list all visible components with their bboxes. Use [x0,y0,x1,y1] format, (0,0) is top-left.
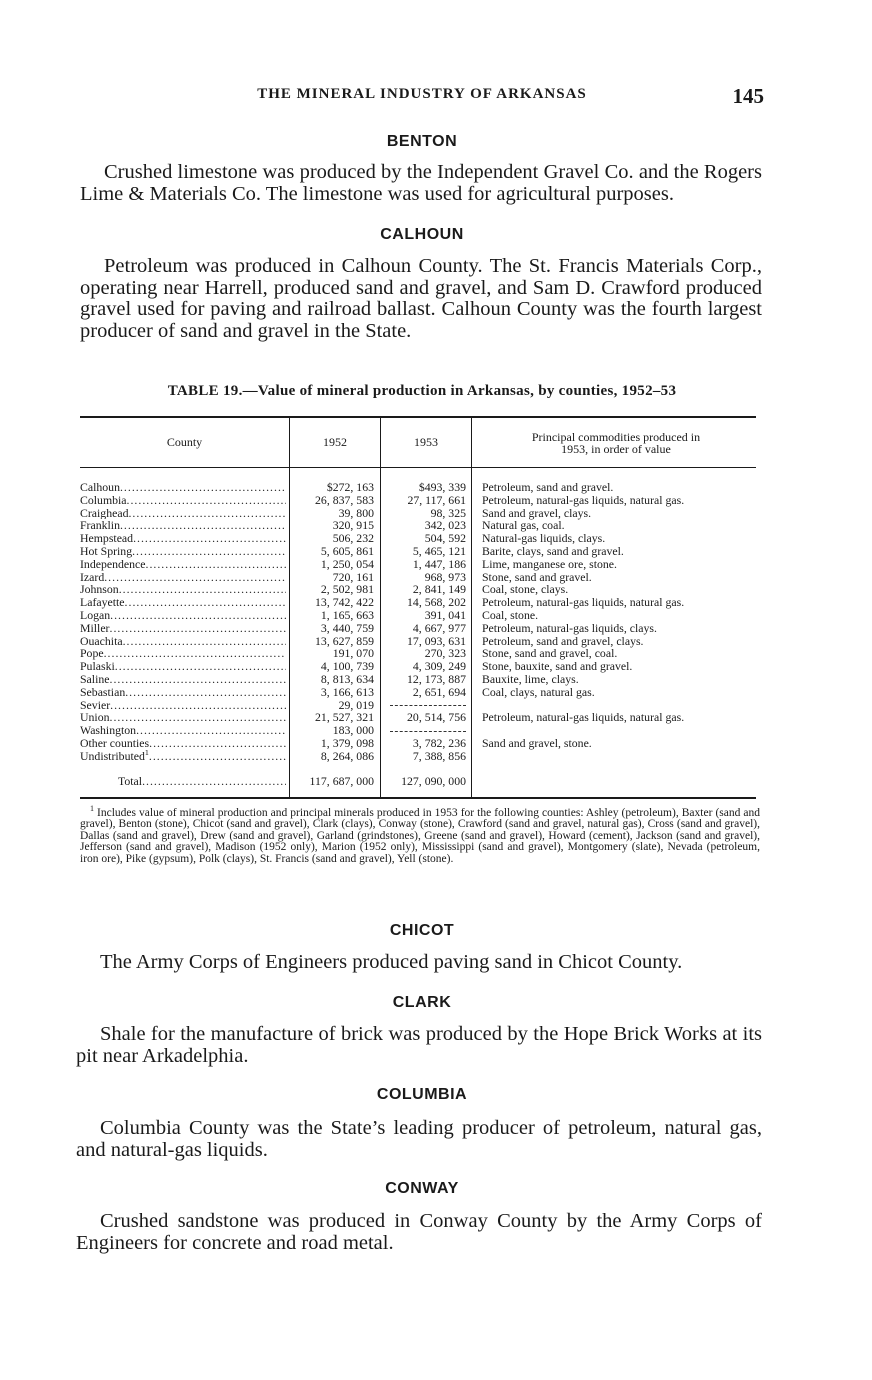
page-number: 145 [732,84,764,108]
cell-1953: $493, 339 [418,480,466,494]
paragraph-clark: Shale for the manufacture of brick was produced by the Hope Brick Works at its pit near Arkadelphia. [76,1023,762,1067]
cell-county: Lafayette ..... [80,596,286,609]
paragraph-conway: Crushed sandstone was produced in Conway County by the Army Corps of Engineers for concrete and road metal. [76,1210,762,1254]
cell-1952: $272, 163 [326,480,374,494]
cell-county: Izard ..... [80,571,286,584]
table-footnote [80,804,760,865]
cell-county: Sevier ..... [80,699,286,712]
cell-1952: 29, 019 [338,697,374,712]
cell-1952: 13, 627, 859 [315,633,374,648]
heading-chicot: CHICOT [389,922,455,939]
cell-commodities: Stone, sand and gravel. [482,569,592,584]
table-row [80,507,760,520]
cell-1952: 5, 605, 861 [320,543,374,558]
cell-total-label: Total ..... [80,775,286,788]
table-row [80,494,760,507]
running-head: THE MINERAL INDUSTRY OF ARKANSAS [257,86,587,102]
cell-county: Columbia ..... [80,494,286,507]
cell-commodities: Petroleum, natural-gas liquids, natural gas. [482,492,685,507]
cell-1952: 183, 000 [332,723,374,738]
cell-commodities: Lime, manganese ore, stone. [482,556,617,571]
cell-commodities: Natural-gas liquids, clays. [482,531,606,546]
table-row [80,545,760,558]
cell-1952: 3, 166, 613 [320,684,374,699]
cell-1953: 14, 568, 202 [407,595,466,610]
table-body [80,481,760,787]
cell-commodities: Coal, clays, natural gas. [482,684,595,699]
table-row [80,686,760,699]
table-row [80,737,760,750]
table-row-total [80,775,760,788]
paragraph-chicot: The Army Corps of Engineers produced paving sand in Chicot County. [100,951,683,973]
table-row [80,635,760,648]
cell-county: Independence ..... [80,558,286,571]
cell-commodities: Barite, clays, sand and gravel. [482,543,624,558]
cell-1952: 39, 800 [338,505,374,520]
cell-1953: 20, 514, 756 [407,710,466,725]
cell-1952: 320, 915 [332,518,374,533]
cell-1953: 17, 093, 631 [407,633,466,648]
heading-clark: CLARK [392,994,452,1011]
cell-1953: 391, 041 [424,607,466,622]
cell-1952: 191, 070 [332,646,374,661]
table-row [80,596,760,609]
cell-county-label: Undistributed [80,749,145,763]
cell-1952: 8, 264, 086 [320,748,374,763]
cell-1953: 270, 323 [424,646,466,661]
cell-1952: 720, 161 [332,569,374,584]
cell-commodities: Coal, stone, clays. [482,582,569,597]
column-header-1952: 1952 [323,435,347,449]
cell-1952: 8, 813, 634 [320,671,374,686]
cell-county: Union ..... [80,711,286,724]
column-header-commodities-line1: Principal commodities produced in [531,430,701,444]
dash-fill [390,731,466,732]
cell-county: Saline ..... [80,673,286,686]
table-row [80,558,760,571]
cell-county: Calhoun ..... [80,481,286,494]
heading-calhoun: CALHOUN [380,226,464,243]
cell-1953: 2, 841, 149 [412,582,466,597]
table-row [80,481,760,494]
cell-commodities: Natural gas, coal. [482,518,565,533]
cell-1952: 26, 837, 583 [315,492,374,507]
cell-1952: 1, 250, 054 [320,556,374,571]
cell-county: Pulaski ..... [80,660,286,673]
cell-1953: 2, 651, 694 [412,684,466,699]
cell-1953: 12, 173, 887 [407,671,466,686]
cell-1953: 4, 667, 977 [412,620,466,635]
cell-commodities: Stone, bauxite, sand and gravel. [482,659,633,674]
table-row [80,711,760,724]
footnote-ref: 1 [144,749,149,757]
cell-1953: 4, 309, 249 [412,659,466,674]
paragraph-benton: Crushed limestone was produced by the Independent Gravel Co. and the Rogers Lime & Materials Co. The limestone was used for agricultural purposes. [80,161,762,205]
cell-county: Hempstead ..... [80,532,286,545]
column-header-1953: 1953 [414,435,438,449]
cell-county: Pope ..... [80,647,286,660]
table-row [80,519,760,532]
table-bottom-rule [80,797,756,799]
heading-conway: CONWAY [385,1180,459,1197]
cell-1952: 13, 742, 422 [315,595,374,610]
cell-1953: 3, 782, 236 [412,735,466,750]
cell-total-1953: 127, 090, 000 [401,773,466,788]
cell-1953: 98, 325 [430,505,466,520]
cell-commodities: Sand and gravel, stone. [482,735,592,750]
cell-1953: 968, 973 [424,569,466,584]
cell-commodities: Coal, stone. [482,607,539,622]
table-row [80,673,760,686]
cell-county: Sebastian ..... [80,686,286,699]
footnote-mark: 1 [90,804,94,814]
cell-1952: 1, 165, 663 [320,607,374,622]
cell-commodities: Sand and gravel, clays. [482,505,592,520]
table-row [80,622,760,635]
cell-county: Franklin ..... [80,519,286,532]
cell-1952: 21, 527, 321 [315,710,374,725]
cell-commodities: Petroleum, sand and gravel, clays. [482,633,644,648]
cell-1953: 7, 388, 856 [412,748,466,763]
paragraph-columbia: Columbia County was the State’s leading producer of petroleum, natural gas, and natural-gas liquids. [76,1117,762,1161]
cell-commodities: Bauxite, lime, clays. [482,671,579,686]
cell-county: Logan ..... [80,609,286,622]
cell-commodities: Stone, sand and gravel, coal. [482,646,618,661]
column-header-commodities [472,431,760,455]
cell-county: Washington ..... [80,724,286,737]
column-header-county: County [166,435,203,449]
cell-commodities: Petroleum, natural-gas liquids, clays. [482,620,657,635]
cell-1952: 1, 379, 098 [320,735,374,750]
cell-1953: 504, 592 [424,531,466,546]
cell-1952: 4, 100, 739 [320,659,374,674]
table-top-rule [80,416,756,418]
cell-1952: 506, 232 [332,531,374,546]
cell-1952: 3, 440, 759 [320,620,374,635]
cell-1953: 342, 023 [424,518,466,533]
heading-benton: BENTON [386,133,458,150]
table-header-rule [80,467,756,468]
cell-county: Other counties ..... [80,737,286,750]
cell-total-1952: 117, 687, 000 [309,773,374,788]
cell-county: Craighead ..... [80,507,286,520]
paragraph-calhoun: Petroleum was produced in Calhoun County. The St. Francis Materials Corp., operating near Harrell, produced sand and gravel, and Sam D. Crawford produced gravel used for paving and railroad ballast. Calhoun County was the fourth largest producer of sand and gravel in the State. [80,255,762,342]
cell-commodities: Petroleum, natural-gas liquids, natural gas. [482,595,685,610]
cell-county: Ouachita ..... [80,635,286,648]
cell-county: Hot Spring ..... [80,545,286,558]
table-row [80,609,760,622]
cell-county [80,750,286,763]
column-header-commodities-line2: 1953, in order of value [561,442,671,456]
cell-commodities: Petroleum, sand and gravel. [482,480,614,494]
cell-commodities: Petroleum, natural-gas liquids, natural gas. [482,710,685,725]
cell-1953: 27, 117, 661 [407,492,466,507]
cell-1952: 2, 502, 981 [320,582,374,597]
heading-columbia: COLUMBIA [376,1086,468,1103]
cell-1953: 5, 465, 121 [412,543,466,558]
table-caption: TABLE 19.—Value of mineral production in Arkansas, by counties, 1952–53 [167,383,677,399]
cell-county: Johnson ..... [80,583,286,596]
footnote-text: Includes value of mineral production and principal minerals produced in 1953 for the following counties: Ashley (petroleum), Baxter (sand and gravel), Benton (stone), Chicot (sand and gravel), Clark (clays), Conway (stone), Crawford (sand and gravel, natural gas), Cross (sand and gravel), Dallas (sand and gravel), Drew (sand and gravel), Garland (grindstones), Greene (sand and gravel), Howard (cement), Jackson (sand and gravel), Jefferson (sand and gravel), Madison (1952 only), Marion (1952 only), Mississippi (sand and gravel), Montgomery (slate), Nevada (petroleum, iron ore), Pike (gypsum), Polk (clays), St. Francis (sand and gravel), Yell (stone). [80,807,760,865]
cell-county: Miller ..... [80,622,286,635]
cell-1953: 1, 447, 186 [412,556,466,571]
table-row [80,750,760,763]
dash-fill [390,705,466,706]
